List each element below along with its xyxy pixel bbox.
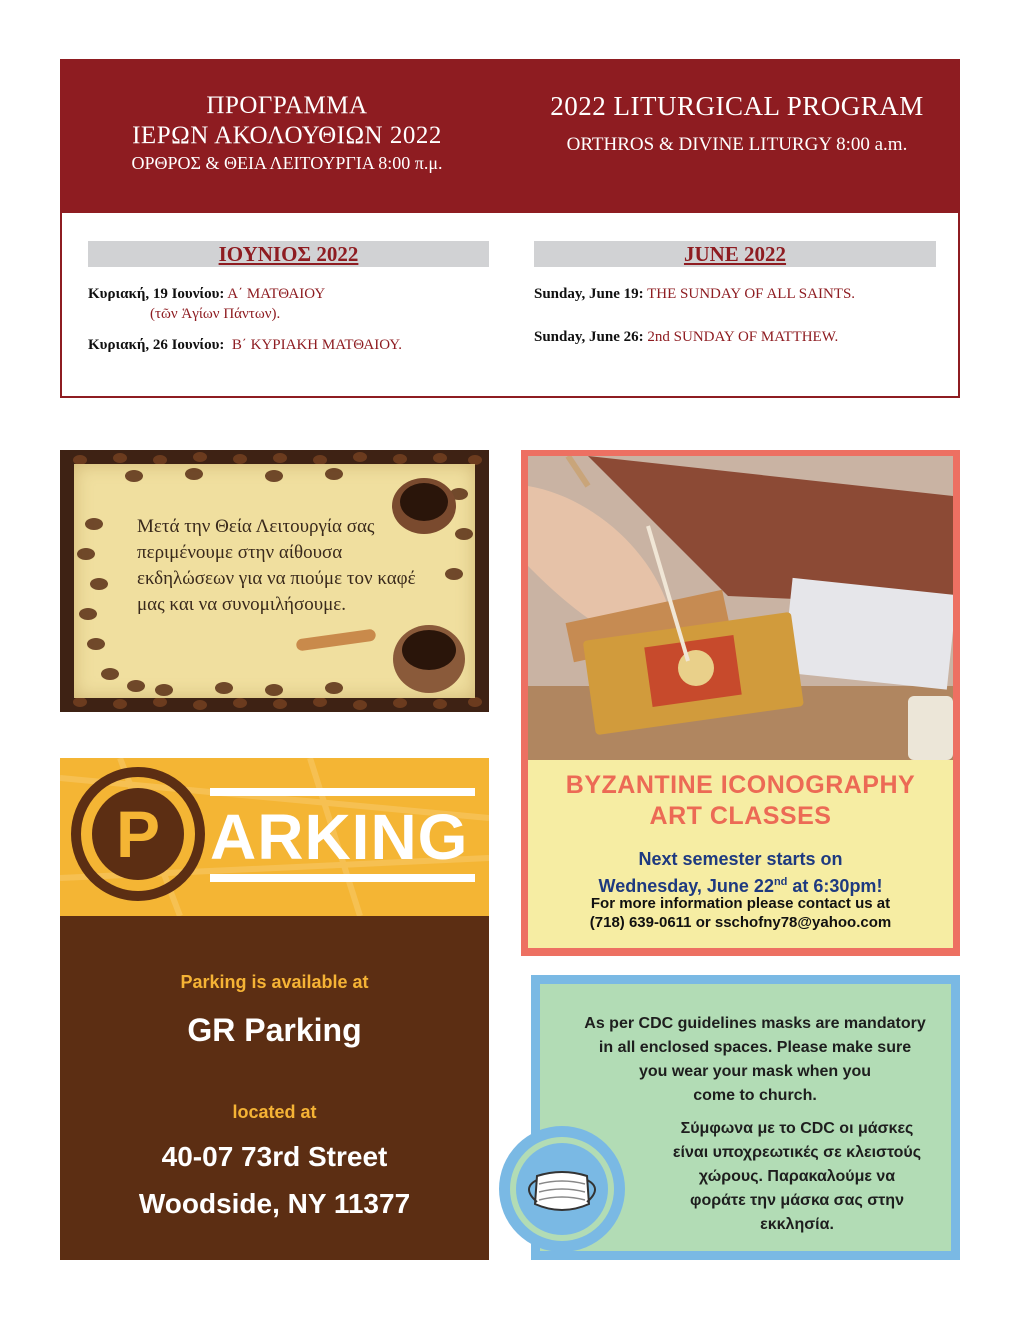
semester-line1: Next semester starts on [638, 849, 843, 869]
iconography-contact [528, 894, 953, 932]
greek-header [62, 91, 512, 175]
coffee-hour-card [60, 450, 489, 712]
iconography-classes-card [521, 450, 960, 956]
english-month-heading: JUNE 2022 [534, 241, 936, 267]
parking-address-line1: 40-07 73rd Street [161, 1141, 388, 1172]
english-entry-1-date: Sunday, June 19: [534, 286, 644, 302]
iconography-title-line1: BYZANTINE ICONOGRAPHY [565, 771, 916, 799]
mask-gr-line: Σύμφωνα με το CDC οι μάσκες [680, 1120, 914, 1137]
painting-illustration [528, 456, 953, 760]
mask-english-text [570, 1012, 940, 1108]
mask-gr-line: χώρους. Παρακαλούμε να [698, 1168, 896, 1185]
english-subtitle: ORTHROS & DIVINE LITURGY 8:00 a.m. [566, 134, 908, 155]
english-entry-2-date: Sunday, June 26: [534, 329, 644, 345]
english-entry-2 [534, 327, 838, 347]
mask-gr-line: εκκλησία. [760, 1216, 834, 1233]
english-entry-1 [534, 284, 855, 304]
iconography-title-line2: ART CLASSES [649, 802, 832, 830]
greek-entry-2-date: Κυριακή, 26 Ιουνίου: [88, 337, 225, 353]
semester-start [528, 848, 953, 898]
parking-logo-letter: P [115, 797, 161, 871]
greek-entry-1-date: Κυριακή, 19 Ιουνίου: [88, 286, 225, 302]
program-banner [62, 61, 958, 213]
greek-entry-1-text: Α΄ ΜΑΤΘΑΙΟΥ [227, 286, 326, 302]
mask-en-line: As per CDC guidelines masks are mandatory [584, 1015, 926, 1032]
greek-entry-1-text2: (τῶν Ἁγίων Πάντων). [150, 306, 281, 322]
english-entry-1-text: THE SUNDAY OF ALL SAINTS. [647, 286, 856, 302]
parking-address-line2: Woodside, NY 11377 [138, 1188, 411, 1219]
coffee-paper [74, 464, 475, 698]
english-header [512, 91, 962, 157]
contact-line2: (718) 639-0611 or sschofny78@yahoo.com [589, 914, 892, 931]
parking-located-label: located at [232, 1102, 317, 1122]
contact-line1: For more information please contact us at [590, 895, 891, 912]
iconography-title [528, 770, 953, 832]
mask-greek-text [652, 1117, 942, 1237]
mask-en-line: come to church. [693, 1087, 817, 1104]
parking-available-label: Parking is available at [180, 972, 369, 992]
parking-lot-name: GR Parking [187, 1012, 362, 1048]
semester-day-suffix: nd [773, 876, 788, 888]
parking-card [60, 758, 489, 1260]
liturgical-program [60, 59, 960, 398]
greek-entry-2 [88, 335, 402, 355]
coffee-hour-text: Μετά την Θεία Λειτουργία σας περιμένουμε στην αίθουσα εκδηλώσεων για να πιούμε τον καφέ μας και να συνομιλήσουμε. [137, 516, 416, 615]
mask-en-line: in all enclosed spaces. Please make sure [598, 1039, 912, 1056]
iconography-info [528, 760, 953, 948]
semester-day: Wednesday, June 22 [598, 876, 774, 896]
english-entry-2-text: 2nd SUNDAY OF MATTHEW. [647, 329, 839, 345]
parking-logo-banner [60, 758, 489, 916]
face-mask-icon [497, 1124, 627, 1254]
mask-gr-line: είναι υποχρεωτικές σε κλειστούς [672, 1144, 922, 1161]
parking-logo-word: ARKING [210, 801, 469, 873]
mask-gr-line: φοράτε την μάσκα σας στην [690, 1192, 904, 1209]
greek-subtitle: ΟΡΘΡΟΣ & ΘΕΙΑ ΛΕΙΤΟΥΡΓΙΑ 8:00 π.μ. [131, 153, 443, 173]
greek-title-line2: ΙΕΡΩΝ ΑΚΟΛΟΥΘΙΩΝ 2022 [132, 122, 442, 149]
greek-title-line1: ΠΡΟΓΡΑΜΜΑ [206, 92, 368, 119]
mask-en-line: you wear your mask when you [638, 1063, 872, 1080]
semester-time: at 6:30pm! [787, 876, 883, 896]
greek-entry-1 [88, 284, 325, 324]
parking-details [60, 916, 489, 1260]
iconography-photo [528, 456, 953, 760]
greek-month-heading: ΙΟΥΝΙΟΣ 2022 [88, 241, 489, 267]
english-title: 2022 LITURGICAL PROGRAM [550, 91, 924, 121]
greek-entry-2-text: Β΄ ΚΥΡΙΑΚΗ ΜΑΤΘΑΙΟΥ. [231, 337, 403, 353]
